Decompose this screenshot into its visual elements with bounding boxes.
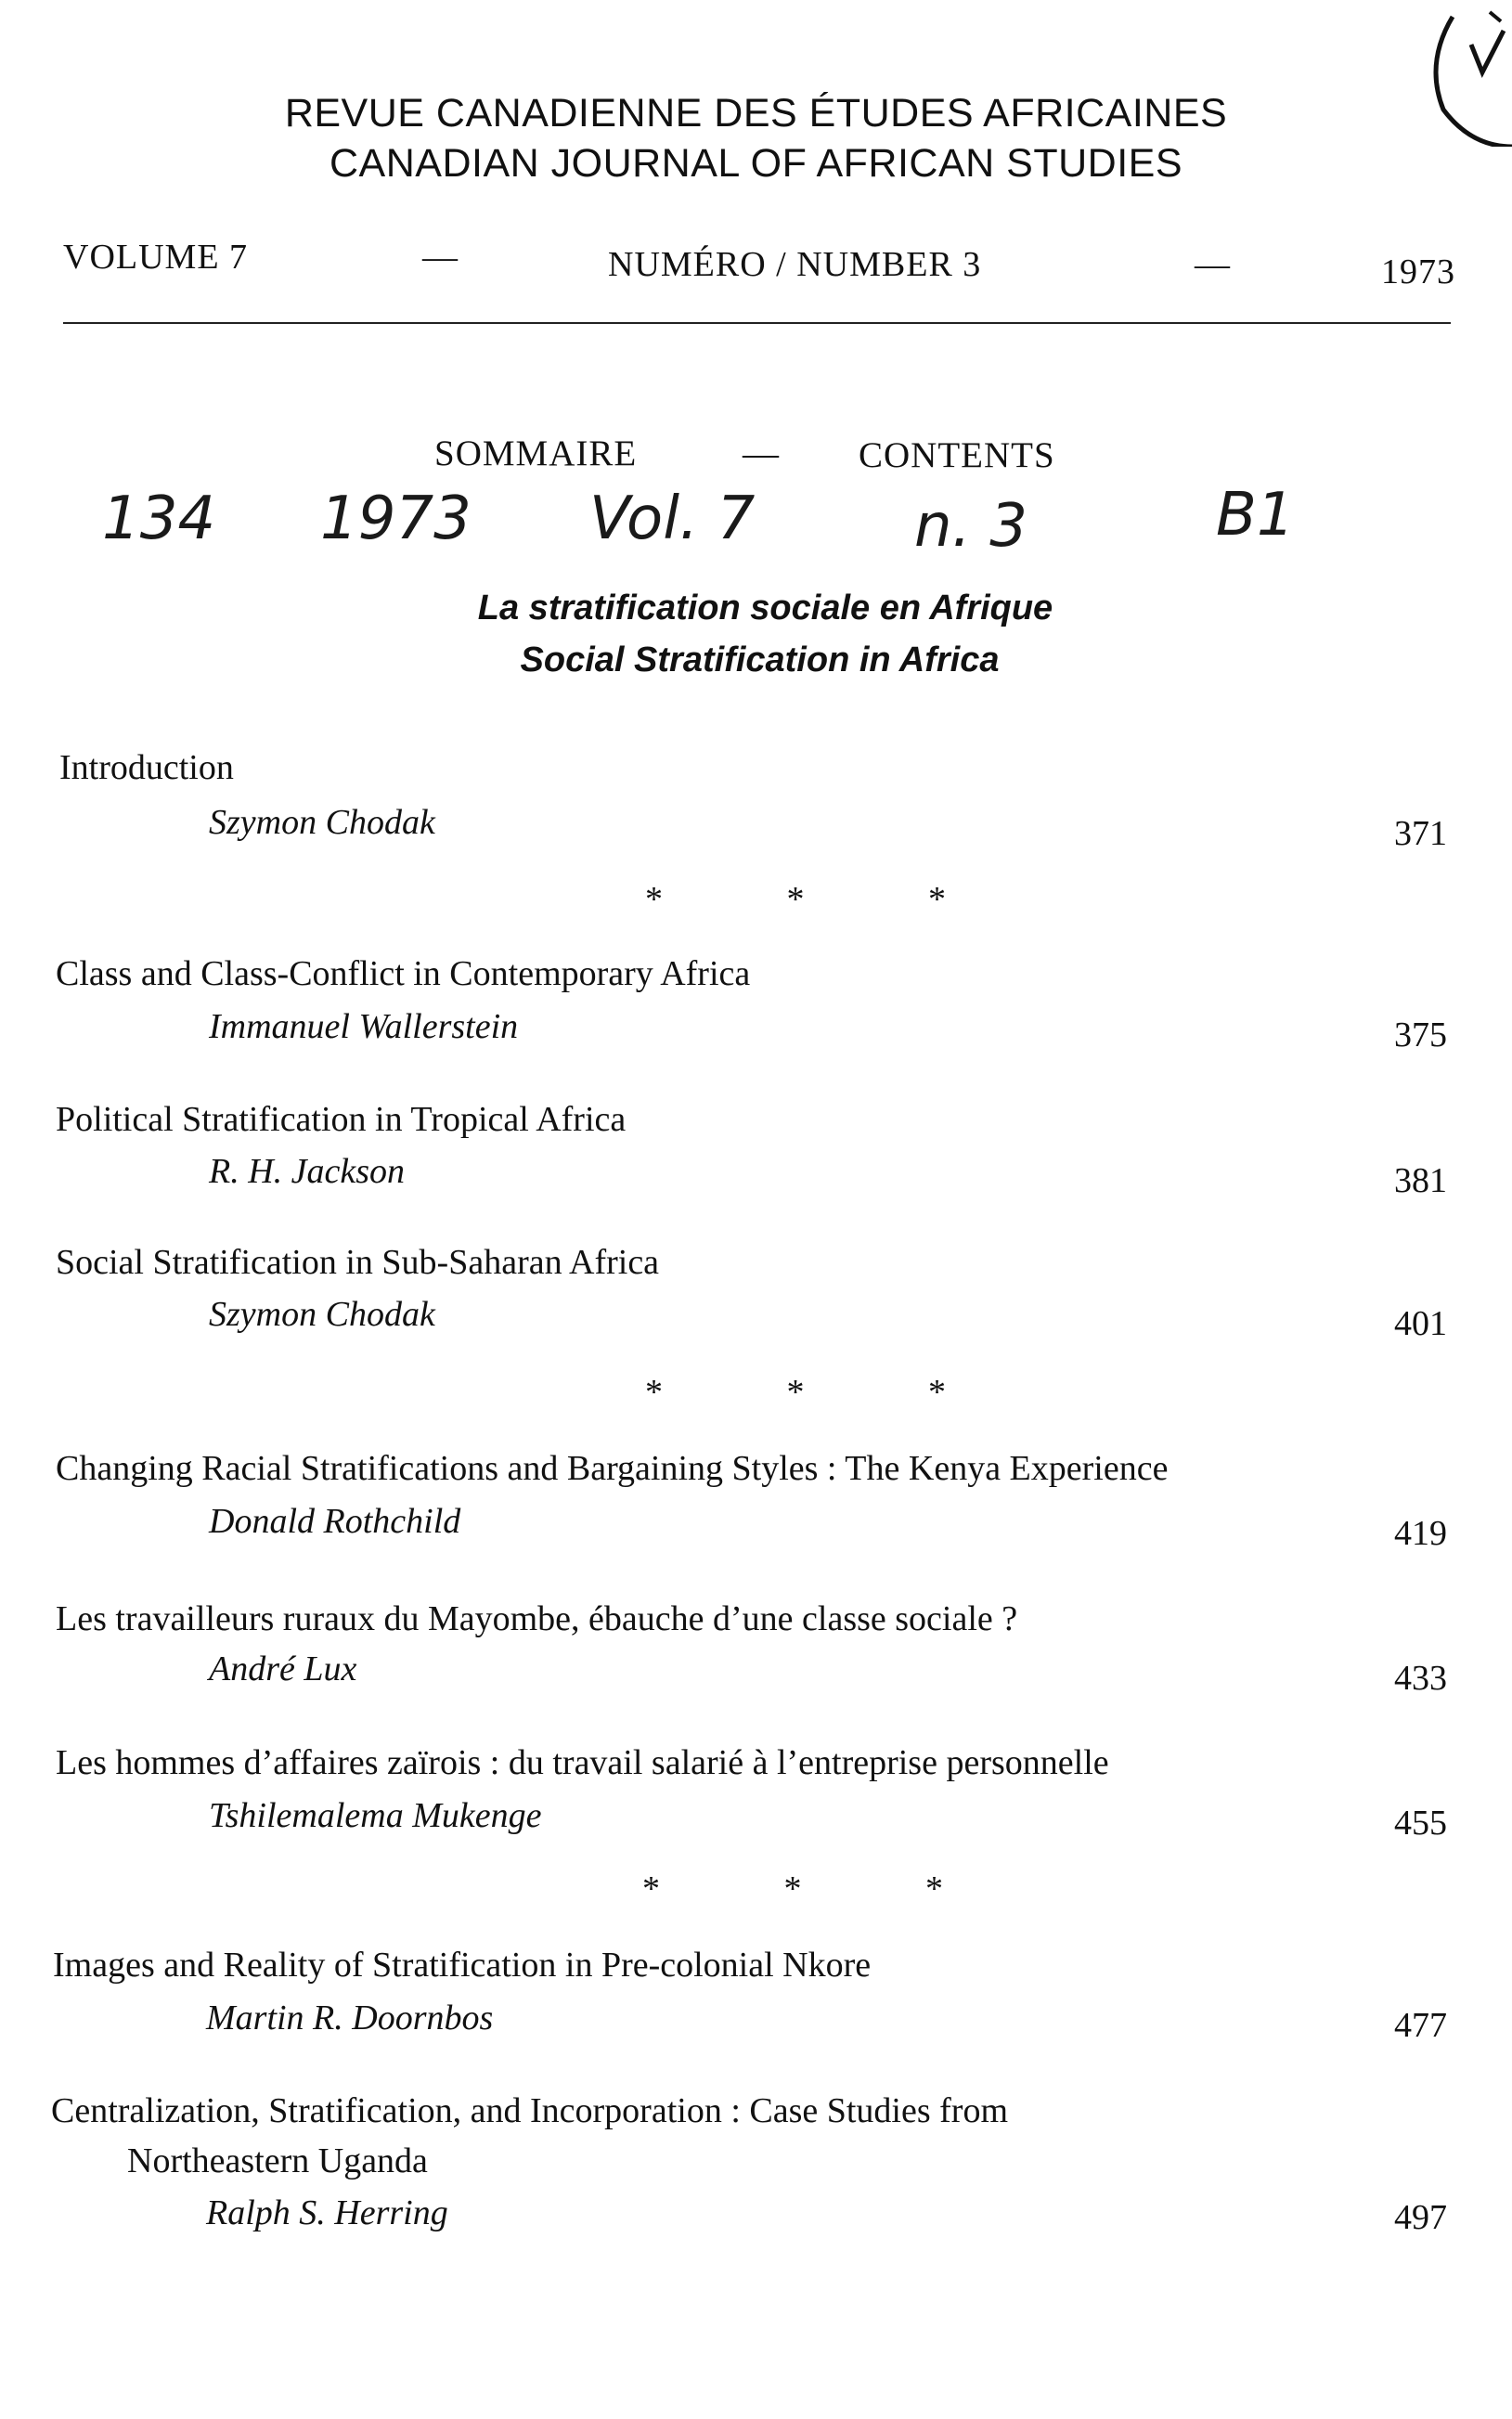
handwritten-volume: Vol. 7 (589, 485, 756, 553)
section-separator: * * * (642, 1869, 1001, 1908)
entry-author: Szymon Chodak (209, 803, 435, 842)
entry-title-continuation: Northeastern Uganda (127, 2141, 428, 2180)
handwritten-call-number: 134 (102, 485, 216, 553)
entry-title: Les hommes d’affaires zaïrois : du travail salarié à l’entreprise personnelle (56, 1743, 1109, 1782)
entry-page-number: 375 (1394, 1015, 1447, 1054)
entry-page-number: 477 (1394, 2006, 1447, 2045)
entry-author: Donald Rothchild (209, 1502, 461, 1541)
entry-page-number: 381 (1394, 1161, 1447, 1200)
theme-title-fr: La stratification sociale en Afrique (477, 589, 1053, 627)
entry-title: Class and Class-Conflict in Contemporary Africa (56, 954, 751, 993)
year-label: 1973 (1381, 252, 1455, 291)
handwritten-shelf-mark: B1 (1216, 481, 1295, 550)
section-separator: * * * (645, 1373, 1003, 1412)
section-separator: * * * (645, 880, 1003, 919)
journal-title-fr: REVUE CANADIENNE DES ÉTUDES AFRICAINES (284, 91, 1228, 136)
header-rule (63, 322, 1451, 324)
entry-title: Changing Racial Stratifications and Bargaining Styles : The Kenya Experience (56, 1449, 1169, 1488)
contents-heading-dash: — (743, 433, 780, 473)
header-dash-1: — (422, 238, 459, 277)
entry-page-number: 497 (1394, 2198, 1447, 2237)
volume-label: VOLUME 7 (63, 238, 249, 277)
entry-author: Ralph S. Herring (206, 2193, 448, 2232)
number-label: NUMÉRO / NUMBER 3 (608, 245, 982, 284)
entry-page-number: 433 (1394, 1659, 1447, 1698)
entry-author: R. H. Jackson (209, 1152, 406, 1191)
entry-title: Social Stratification in Sub-Saharan Africa (56, 1243, 660, 1282)
handwritten-number: n. 3 (914, 492, 1027, 561)
entry-author: André Lux (209, 1649, 357, 1688)
journal-title-en: CANADIAN JOURNAL OF AFRICAN STUDIES (329, 141, 1183, 186)
entry-title: Les travailleurs ruraux du Mayombe, ébauche d’une classe sociale ? (56, 1599, 1018, 1638)
entry-page-number: 455 (1394, 1804, 1447, 1843)
entry-page-number: 401 (1394, 1304, 1447, 1343)
theme-title-en: Social Stratification in Africa (520, 640, 1000, 679)
entry-page-number: 371 (1394, 814, 1447, 853)
contents-heading-fr: SOMMAIRE (434, 433, 638, 473)
entry-author: Martin R. Doornbos (206, 1999, 494, 2037)
entry-title: Centralization, Stratification, and Incorporation : Case Studies from (51, 2091, 1009, 2130)
entry-page-number: 419 (1394, 1514, 1447, 1553)
entry-author: Tshilemalema Mukenge (209, 1796, 542, 1835)
contents-heading-en: CONTENTS (859, 435, 1055, 475)
entry-author: Szymon Chodak (209, 1295, 435, 1334)
entry-title: Introduction (59, 748, 234, 787)
handwritten-year: 1973 (320, 485, 472, 553)
entry-title: Images and Reality of Stratification in Pre-colonial Nkore (53, 1946, 872, 1985)
entry-author: Immanuel Wallerstein (209, 1007, 519, 1046)
header-dash-2: — (1195, 245, 1231, 284)
entry-title: Political Stratification in Tropical Africa (56, 1100, 627, 1139)
